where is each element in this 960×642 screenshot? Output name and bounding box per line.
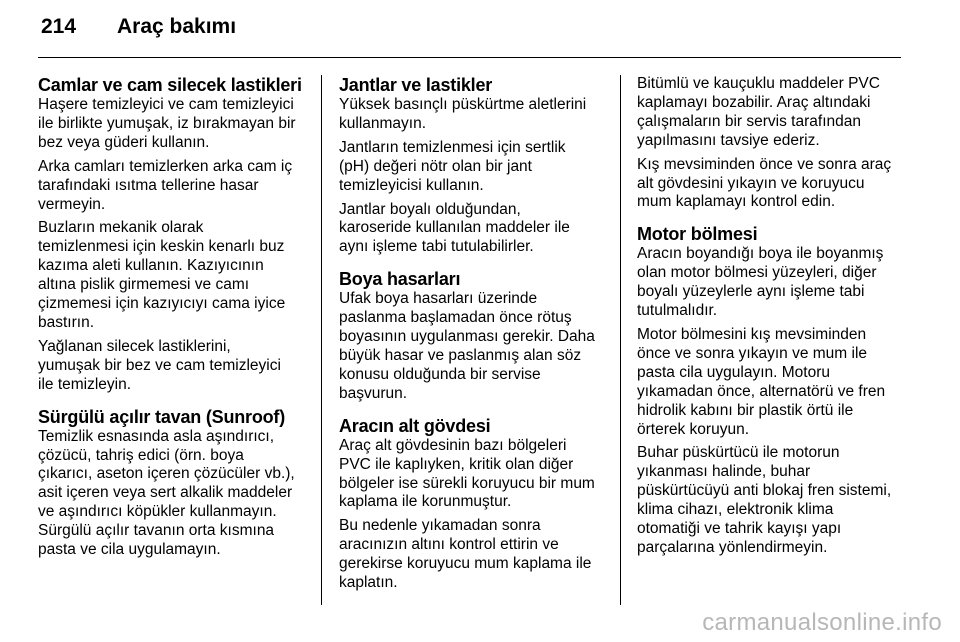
text-line: Haşere temizleyici ve cam temizleyici xyxy=(38,96,294,113)
section-heading: Jantlar ve lastikler xyxy=(339,75,493,95)
column-divider-1 xyxy=(321,75,322,605)
page-title: Araç bakımı xyxy=(117,15,237,38)
column-left xyxy=(38,75,312,565)
text-line: kaplama ile korunmuştur. xyxy=(339,493,512,511)
text-line: temizleyicisi kullanın. xyxy=(339,176,484,194)
paragraph xyxy=(339,437,613,513)
text-line: kazıma aleti kullanın. Kazıyıcının xyxy=(38,257,264,275)
section-heading: Aracın alt gövdesi xyxy=(339,415,491,436)
paragraph xyxy=(637,326,911,439)
text-line: bez veya güderi kullanın. xyxy=(38,133,210,151)
paragraph xyxy=(637,444,911,557)
section-heading: Camlar ve cam silecek lastikleri xyxy=(38,75,302,95)
text-line: Bu nedenle yıkamadan sonra xyxy=(339,517,541,535)
paragraph xyxy=(38,338,312,395)
text-line: Yağlanan silecek lastiklerini, xyxy=(38,337,231,355)
paragraph xyxy=(38,96,312,153)
text-line: Motor bölmesini kış mevsiminden xyxy=(637,325,867,343)
paragraph xyxy=(339,517,613,593)
paragraph xyxy=(38,158,312,215)
text-line: mum kaplamayı kontrol edin. xyxy=(637,193,836,211)
text-line: ile temizleyin. xyxy=(38,375,132,393)
page-number: 214 xyxy=(41,15,77,38)
text-line: boyasının uygulanması gerekir. Daha xyxy=(339,328,595,346)
text-line: kaplatın. xyxy=(339,574,398,592)
text-line: PVC ile kaplıyken, kritik olan diğer xyxy=(339,455,574,473)
text-line: yumuşak bir bez ve cam temizleyici xyxy=(38,356,281,374)
text-line: parçalarına yönlendirmeyin. xyxy=(637,538,828,556)
paragraph xyxy=(339,201,613,258)
section-heading: Sürgülü açılır tavan (Sunroof) xyxy=(38,406,286,427)
column-right xyxy=(637,75,911,563)
watermark-footer: carmanualsonline.info xyxy=(702,609,942,636)
text-line: altına pislik girmemesi ve camı xyxy=(38,276,250,294)
paragraph xyxy=(339,96,613,134)
paragraph xyxy=(38,219,312,332)
text-line: Ufak boya hasarları üzerinde xyxy=(339,290,538,308)
text-line: bölgeler ise sürekli koruyucu bir mum xyxy=(339,474,595,492)
paragraph xyxy=(637,156,911,213)
text-line: başvurun. xyxy=(339,384,408,402)
text-line: gerekirse koruyucu mum kaplama ile xyxy=(339,555,592,573)
text-line: pasta ve cila uygulamayın. xyxy=(38,541,221,559)
paragraph xyxy=(339,290,613,403)
text-line: Temizlik esnasında asla aşındırıcı, xyxy=(38,427,275,445)
text-line: Jantların temizlenmesi için sertlik xyxy=(339,138,566,156)
section-heading: Boya hasarları xyxy=(339,269,461,290)
text-line: konusu olduğunda bir servise xyxy=(339,365,541,383)
text-line: çözücü, tahriş edici (örn. boya xyxy=(38,446,244,464)
text-line: kullanmayın. xyxy=(339,114,427,132)
text-line: çıkarıcı, aseton içeren çözücüler vb.), xyxy=(38,465,295,483)
text-line: Jantlar boyalı olduğundan, xyxy=(339,200,521,218)
text-line: Yüksek basınçlı püskürtme aletlerini xyxy=(339,96,587,113)
text-line: klima cihazı, elektronik klima xyxy=(637,501,834,519)
text-line: ve aşındırıcı köpükler kullanmayın. xyxy=(38,503,277,521)
text-line: tarafındaki ısıtma tellerine hasar xyxy=(38,176,259,194)
text-line: karoseride kullanılan maddeler ile xyxy=(339,219,570,237)
text-line: yıkamadan önce, alternatörü ve fren xyxy=(637,382,886,400)
text-line: Buhar püskürtücü ile motorun xyxy=(637,444,840,462)
text-line: ile birlikte yumuşak, iz bırakmayan bir xyxy=(38,114,296,132)
text-line: pasta cila uygulayın. Motoru xyxy=(637,363,830,381)
text-line: aynı işleme tabi tutulabilirler. xyxy=(339,238,534,256)
paragraph xyxy=(339,139,613,196)
header-rule xyxy=(38,57,901,58)
page-header xyxy=(41,14,236,40)
section-heading: Motor bölmesi xyxy=(637,224,758,245)
text-line: Aracın boyandığı boya ile boyanmış xyxy=(637,245,884,263)
text-line: olan motor bölmesi yüzeyleri, diğer xyxy=(637,264,877,282)
text-line: bastırın. xyxy=(38,313,94,331)
text-line: Araç alt gövdesinin bazı bölgeleri xyxy=(339,436,567,454)
text-line: otomatiği ve tahrik kayışı yapı xyxy=(637,520,842,538)
paragraph xyxy=(637,75,911,151)
text-line: aracınızın altını kontrol ettirin ve xyxy=(339,536,559,554)
text-line: püskürtücüyü anti blokaj fren sistemi, xyxy=(637,482,892,500)
column-divider-2 xyxy=(620,75,621,605)
text-line: çizmemesi için kazıyıcıyı cama iyice xyxy=(38,295,286,313)
text-line: Arka camları temizlerken arka cam iç xyxy=(38,157,293,175)
text-line: Buzların mekanik olarak xyxy=(38,219,204,237)
text-line: Bitümlü ve kauçuklu maddeler PVC xyxy=(637,75,880,92)
text-line: Sürgülü açılır tavanın orta kısmına xyxy=(38,522,275,540)
text-line: çalışmaların bir servis tarafından xyxy=(637,112,861,130)
text-line: hidrolik kabını bir plastik örtü ile xyxy=(637,401,854,419)
text-line: yapılmasını tavsiye ederiz. xyxy=(637,131,820,149)
column-middle xyxy=(339,75,613,598)
text-line: önce ve sonra yıkayın ve mum ile xyxy=(637,344,868,362)
text-line: tutulmalıdır. xyxy=(637,302,718,320)
text-line: büyük hasar ve paslanmış alan söz xyxy=(339,346,582,364)
text-line: yıkanması halinde, buhar xyxy=(637,463,811,481)
text-line: Kış mevsiminden önce ve sonra araç xyxy=(637,155,892,173)
text-line: temizlenmesi için keskin kenarlı buz xyxy=(38,238,285,256)
text-line: boyalı yüzeylerle aynı işleme tabi xyxy=(637,283,865,301)
text-line: (pH) değeri nötr olan bir jant xyxy=(339,157,532,175)
paragraph xyxy=(637,245,911,321)
text-line: vermeyin. xyxy=(38,195,106,213)
text-line: asit içeren veya sert alkalik maddeler xyxy=(38,484,293,502)
text-line: paslanma başlamadan önce rötuş xyxy=(339,309,572,327)
paragraph xyxy=(38,428,312,560)
text-line: alt gövdesini yıkayın ve koruyucu xyxy=(637,174,865,192)
text-line: kaplamayı bozabilir. Araç altındaki xyxy=(637,93,871,111)
text-line: örterek koruyun. xyxy=(637,420,749,438)
